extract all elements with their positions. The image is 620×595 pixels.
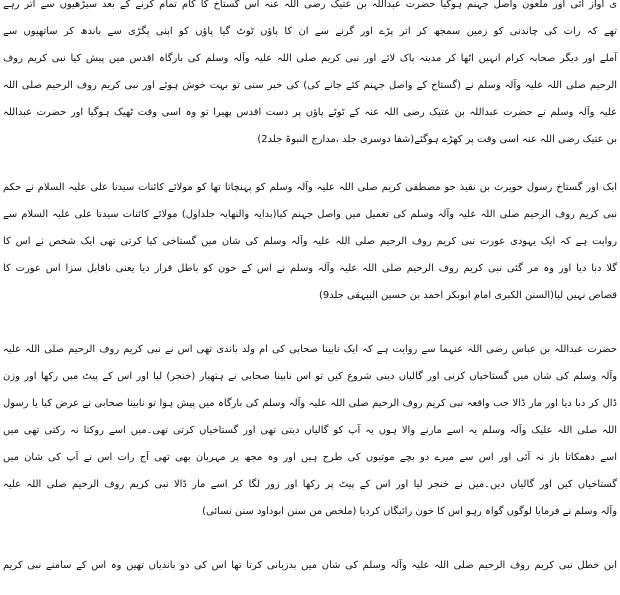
paragraph-3 xyxy=(3,336,617,525)
text-line xyxy=(3,99,617,126)
text-line xyxy=(3,417,617,444)
line-text: گلا دبا دیا اور وہ مر گئی نبی کریم روف الرحیم صلی اللہ علیہ وآلہ وسلم نے اس کے خون کو باطل قرار دیا یعنی ناقابل سزا اس عورت کا xyxy=(3,263,617,274)
line-text: اللہ صلی اللہ علیک وآلہ وسلم یہ اسے مارنے والا ہوں یہ آپ کو گالیاں دیتی تھی اور گستاخیاں کرتی تھی۔میں اسے روکتا نہ رکتی تھی میں xyxy=(3,425,617,436)
line-text: ڈال کر دبا دیا اور مار ڈالا جب واقعہ نبی کریم روف الرحیم صلی اللہ علیہ وآلہ وسلم کی بارگاہ میں پیش ہوا تو نابینا صحابی نے عرض کیا یا رسول xyxy=(3,398,617,409)
text-line xyxy=(3,498,617,525)
text-line xyxy=(3,0,617,18)
line-text: نبی کریم روف الرحیم صلی اللہ علیہ وآلہ وسلم کی تعمیل میں واصل جہنم کیا(بدایہ والنھایہ جلداول) مولائے کائنات سیدنا علی علیہ السلام سے xyxy=(3,209,617,220)
line-text: حضرت عبداللہ بن عباس رضی اللہ عنہما سے روایت ہے کہ ایک نابینا صحابی کی ام ولد باندی تھی اس نے نبی کریم روف الرحیم صلی اللہ علیہ xyxy=(3,344,617,355)
paragraph-2 xyxy=(3,174,617,309)
line-text: علیہ وآلہ وسلم نے حضرت عبداللہ بن عتیک رضی اللہ عنہ کے ٹوٹے پاؤں پر دست اقدس پھیرا تو وہ اسی وقت ٹھیک ہوگیا اور حضرت عبداللہ xyxy=(3,107,617,118)
text-line xyxy=(3,552,617,579)
text-line xyxy=(3,336,617,363)
paragraph-1 xyxy=(3,0,617,153)
text-line xyxy=(3,390,617,417)
text-line xyxy=(3,126,617,153)
text-line xyxy=(3,471,617,498)
text-line xyxy=(3,174,617,201)
line-text: وآلہ وسلم کی شان میں گستاخیاں کرنی اور گالیاں دینی شروع کیں تو اس نابینا صحابی نے ہتھیار (خنجر) لیا اور اس کے پیٹ میں رکھا اور وزن xyxy=(3,371,617,382)
line-text: قصاص نہیں لیا(السنن الکبری امام ابوبکر احمد بن حسین البیہقی جلد9) xyxy=(318,290,617,301)
text-line xyxy=(3,201,617,228)
paragraph-4 xyxy=(3,552,617,579)
text-line xyxy=(3,255,617,282)
text-line xyxy=(3,363,617,390)
line-text: تھے کہ رات کی چاندنی کو زمین سمجھ کر اتر پڑے اور گرنے سے ان کا پاؤں ٹوٹ گیا پاؤں کو اپنی پگڑی سے باندھ کر ساتھیوں سے xyxy=(3,26,617,37)
line-text: گستاخیاں کیں اور گالیاں دیں۔میں نے خنجر لیا اور اس کے پیٹ پر رکھا اور زور لگا کر اسے مار ڈالا نبی کریم روف الرحیم صلی اللہ علیہ xyxy=(3,479,617,490)
text-line xyxy=(3,18,617,45)
text-line xyxy=(3,444,617,471)
line-text: ابن خطل نبی کریم روف الرحیم صلی اللہ علیہ وآلہ وسلم کی شان میں بدزبانی کرتا تھا اس کی دو باندیاں تھیں وہ اس کے سامنے نبی کریم xyxy=(3,560,617,571)
line-text: آملے اور دیگر صحابہ کرام انہیں اٹھا کر مدینہ پاک لائے اور نبی کریم صلی اللہ علیہ وآلہ وسلم کی بارگاہ اقدس میں پیش کیا نبی کریم روف xyxy=(3,53,617,64)
text-line xyxy=(3,228,617,255)
line-text: اسے دھمکاتا باز نہ آئی اور اس سے میرے دو بچے موتیوں کی طرح ہیں اور وہ مجھ پر مہربان بھی تھی آج رات اس نے آپ کی شان میں xyxy=(3,452,617,463)
text-line xyxy=(3,45,617,72)
line-text: ایک اور گستاخ رسول حویرث بن نقیذ جو مصطفی کریم صلی اللہ علیہ وآلہ وسلم کو پہنچاتا تھا کو مولائے کائنات سیدنا علی علیہ السلام نے حکم xyxy=(3,182,617,193)
line-text: وآلہ وسلم نے فرمایا لوگوں گواہ رہو اس کا خون رائیگاں کردیا (ملخص من سنن ابوداود سنن نسائی) xyxy=(202,506,617,517)
text-line xyxy=(3,282,617,309)
line-text: بن عتیک رضی اللہ عنہ اسی وقت پر کھڑے ہوگئے(شفا دوسری جلد ،مدارج النبوۃ جلد2) xyxy=(257,134,617,145)
text-line xyxy=(3,72,617,99)
line-text: الرحیم صلی اللہ علیہ وآلہ وسلم نے (گستاخ کے واصل جہنم کئے جانے کی) کی خبر سنی تو بہت خوش ہوئے اور نبی کریم روف الرحیم صلی اللہ xyxy=(3,80,617,91)
line-text: روایت ہے کہ ایک یہودی عورت نبی کریم روف الرحیم صلی اللہ علیہ وآلہ وسلم کی شان میں گستاخی کیا کرتی تھی ایک شخص نے اس کا xyxy=(3,236,617,247)
line-text: ی آواز آئی اور ملعون واصل جہنم ہوگیا حضرت عبداللہ بن عتیک رضی اللہ عنہ اس گستاخ کا کام تمام کرنے کے بعد سیڑھیوں سے اتر رہے xyxy=(3,0,617,10)
